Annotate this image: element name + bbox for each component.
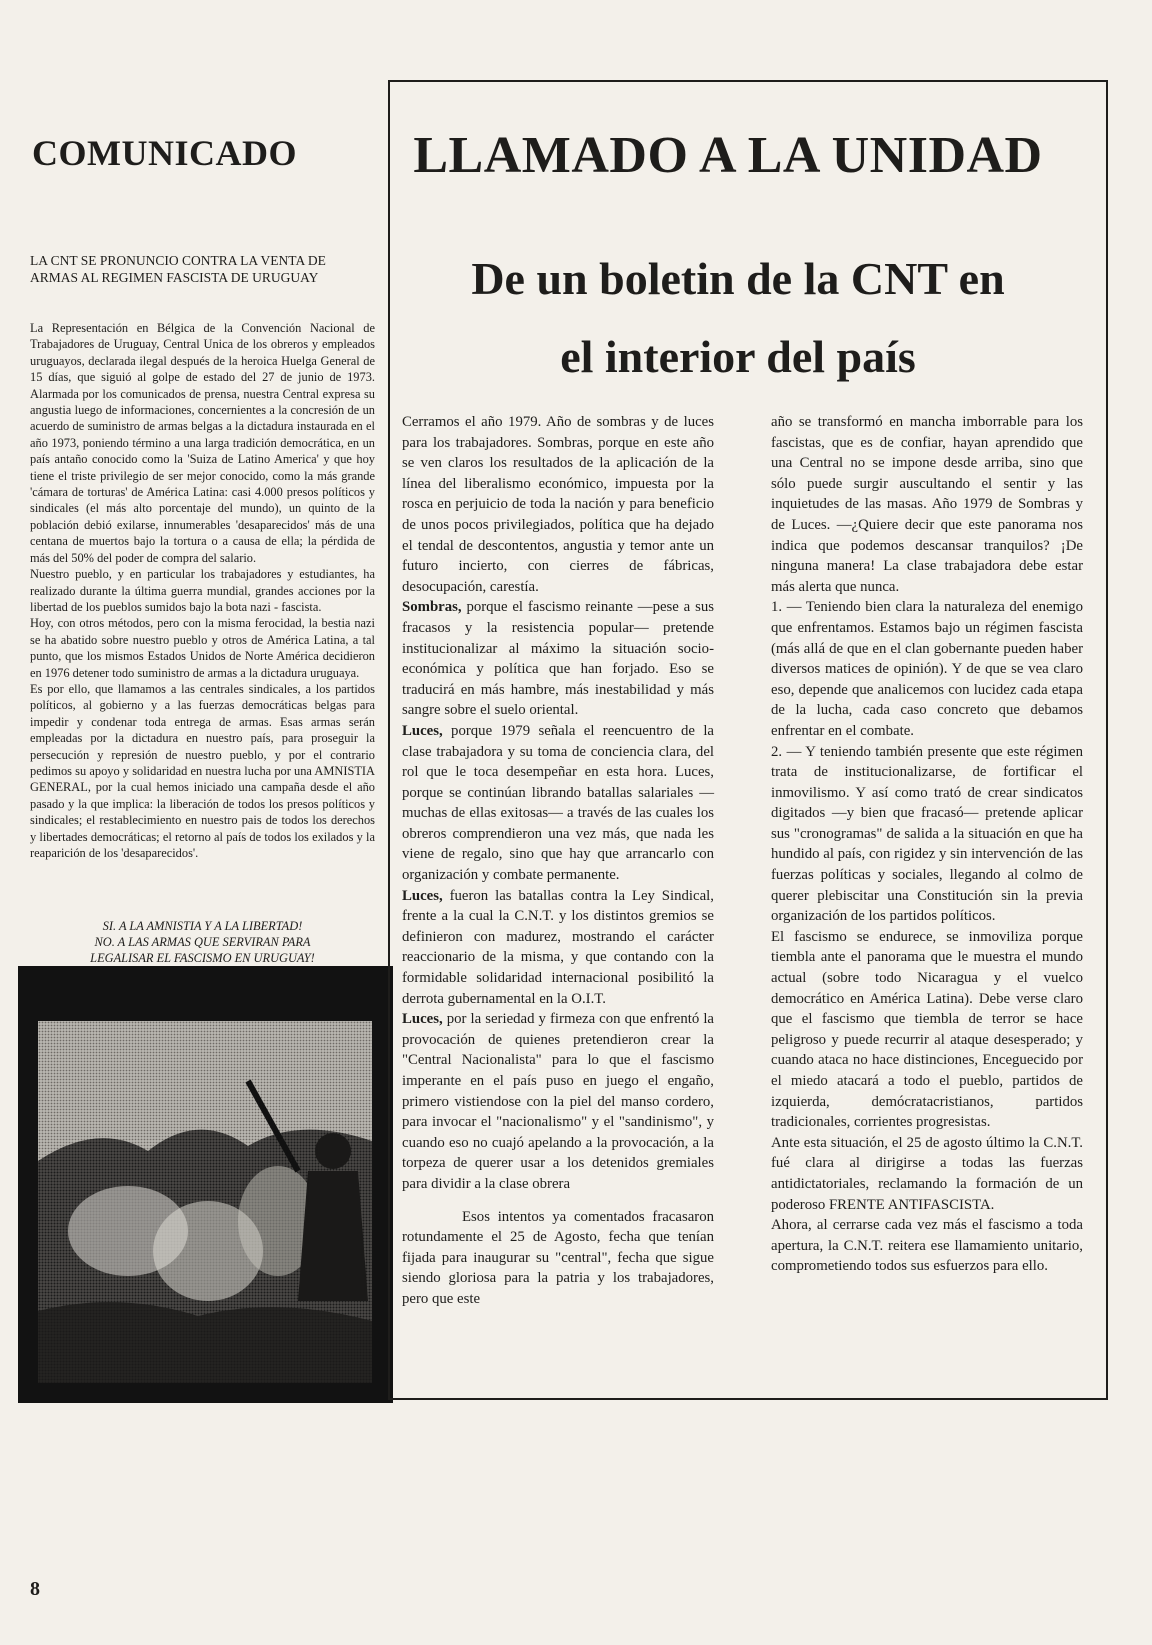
column-paragraph: Cerramos el año 1979. Año de sombras y de luces para los trabajadores. Sombras, porque en este año se ven claros los resultados de la aplicación de la línea del liberalismo económico, impuesta por la rosca en perjuicio de toda la nación y para beneficio de unos pocos privilegiados, política que ha dejado el tendal de descontentos, angustia y temor ante un futuro incierto, con cierres de fábricas, desocupación, carestía. xyxy=(402,414,714,595)
slogan-line: LEGALISAR EL FASCISMO EN URUGUAY! xyxy=(90,951,315,965)
column-paragraph: Ante esta situación, el 25 de agosto último la C.N.T. fué clara al dirigirse a todas las fuerzas antidictatoriales, reclamando la formación de un poderoso FRENTE ANTIFASCISTA. xyxy=(771,1134,1083,1213)
page-number: 8 xyxy=(30,1578,40,1600)
left-paragraph: Es por ello, que llamamos a las centrales sindicales, a los partidos políticos, al gobierno y a las fuerzas democráticas belgas para impedir y condenar toda entrega de armas. Esas armas serán empleadas por la dictadura en nuestro país, para proseguir la persecución y represión de nuestro pueblo, y por el contrario pedimos su apoyo y solidaridad en nuestra lucha por una AMNISTIA GENERAL, por la cual hemos iniciado una campaña desde el año pasado y la que implica: la liberación de todos los presos políticos y sindicales; el restablecimiento en nuestro pais de todos los derechos y libertades democráticas; el retorno al país de todos los exilados y la reaparición de los 'desaparecidos'. xyxy=(30,681,375,860)
left-article-body xyxy=(30,320,375,861)
column-paragraph: Luces, por la seriedad y firmeza con que enfrentó la provocación de quienes pretendieron crear la "Central Nacionalista" para lo que el fascismo imperante en el país puso en juego el engaño, primero vistiendose con la piel del manso cordero, para invocar el "nacionalismo" y el "sandinismo", y cuando eso no cuajó apelando a la provocación, a la torpeza de querer usar a los detenidos gremiales para dividir a la clase obrera xyxy=(402,1011,714,1192)
left-article-title: COMUNICADO xyxy=(32,133,297,173)
column-paragraph: año se transformó en mancha imborrable para los fascistas, que es de confiar, hayan aprendido que una Central no se impone desde arriba, sino que sólo puede surgir auscultando el sentir y las inquietudes de las masas. Año 1979 de Sombras y de Luces. —¿Quiere decir que este panorama nos indica que podemos descansar tranquilos? ¡De ninguna manera! La clase trabajadora debe estar más alerta que nunca. xyxy=(771,414,1083,595)
column-paragraph: Sombras, porque el fascismo reinante —pese a sus fracasos y la resistencia popular— pretende institucionalizar al máximo la situación socio-económica y política que han forjado. Eso se traducirá en más hambre, más inestabilidad y más sangre sobre el suelo oriental. xyxy=(402,599,714,719)
right-article-column-1 xyxy=(402,412,714,1310)
subtitle-line: el interior del país xyxy=(560,331,916,382)
column-paragraph: 1. — Teniendo bien clara la naturaleza del enemigo que enfrentamos. Estamos bajo un régimen fascista (más allá de que en el clan gobernante pueden haber diversos matices de opinión). Y de que se vea claro eso, depende que analicemos con lucidez cada etapa de la lucha, cada caso concreto que debamos enfrentar en el combate. xyxy=(771,599,1083,739)
left-paragraph: Hoy, con otros métodos, pero con la misma ferocidad, la bestia nazi se ha abatido sobre nuestro pueblo y otros de América Latina, a tal punto, que los mismos Estados Unidos de Norte América decidieron en 1976 detener todo suministro de armas a la dictadura uruguaya. xyxy=(30,616,375,680)
left-paragraph: La Representación en Bélgica de la Convención Nacional de Trabajadores de Uruguay, Central Unica de los obreros y empleados uruguayos, declarada ilegal después de la heroica Huelga General de 15 días, que siguió al golpe de estado del 27 de junio de 1973. Alarmada por los comunicados de prensa, nuestra Central expresa su angustia luego de informaciones, concernientes a la concresión de un acuerdo de suministro de armas belgas a la dictadura instaurada en el año 1973, poniendo término a una larga tradición democrática, en un país antaño conocido como la 'Suiza de Latino America' y que hoy tiene el triste privilegio de ser mejor conocido, como la más grande 'cámara de torturas' de América Latina: casi 4.000 presos políticos y sindicales (el más alto porcentaje del mundo), un quinto de la población debió exilarse, innumerables 'desaparecidos' más de una centana de muertos bajo la tortura o a causa de ella; la pérdida de más del 50% del poder de compra del salario. xyxy=(30,321,375,565)
column-paragraph: Luces, porque 1979 señala el reencuentro de la clase trabajadora y su toma de conciencia clara, del rol que le toca desempeñar en esta hora. Luces, porque se continúan librando batallas salariales —muchas de ellas exitosas— a través de las cuales los obreros comprendieron una vez más, que nada les viene de regalo, sino que hay que arrancarlo con organización y combate permanente. xyxy=(402,722,714,884)
right-article-title: LLAMADO A LA UNIDAD xyxy=(413,127,1043,184)
left-paragraph: Nuestro pueblo, y en particular los trabajadores y estudiantes, ha realizado durante la última guerra mundial, grandes acciones por la libertad de los pueblos sumidos bajo la bota nazi - fascista. xyxy=(30,567,375,614)
left-article-slogan xyxy=(30,918,375,966)
protest-photo xyxy=(38,1021,372,1383)
column-paragraph: Ahora, al cerrarse cada vez más el fascismo a toda apertura, la C.N.T. reitera ese llamamiento unitario, comprometiendo todos sus esfuerzos para ello. xyxy=(771,1217,1083,1275)
column-paragraph: Esos intentos ya comentados fracasaron rotundamente el 25 de Agosto, fecha que tenían fijada para inaugurar su "central", fecha que sigue siendo gloriosa para la patria y los trabajadores, pero que este xyxy=(402,1208,714,1307)
right-article-column-2 xyxy=(771,412,1083,1277)
slogan-line: NO. A LAS ARMAS QUE SERVIRAN PARA xyxy=(94,935,311,949)
subtitle-line: De un boletin de la CNT en xyxy=(471,253,1005,304)
slogan-line: SI. A LA AMNISTIA Y A LA LIBERTAD! xyxy=(102,919,303,933)
left-article-subtitle: LA CNT SE PRONUNCIO CONTRA LA VENTA DE ARMAS AL REGIMEN FASCISTA DE URUGUAY xyxy=(30,253,326,285)
column-paragraph: El fascismo se endurece, se inmoviliza porque tiembla ante el panorama que le muestra el mundo actual (sobre todo Nicaragua y el vuelco democrático en América Latina). Debe verse claro que el fascismo que tiembla de terror se hace peligroso y puede recurrir al ataque desesperado; y cuando ataca no hace distinciones, Enceguecido por el miedo atacará a todo el pueblo, partidos de izquierda, demócratacristianos, partidos tradicionales, corrientes progresistas. xyxy=(771,928,1083,1131)
right-article-subtitle xyxy=(388,240,1088,396)
column-paragraph: 2. — Y teniendo también presente que este régimen trata de institucionalizarse, de fortificar el inmovilismo. Y así como trató de crear sindicatos digitados —y bien que fracasó— pretende aplicar sus "cronogramas" de salida a la situación en que ha hundido al país, con rigidez y sin intervención de las fuerzas políticas y sociales, llegando al colmo de querer plebiscitar una Constitución sin la previa organización de los partidos políticos. xyxy=(771,743,1083,925)
column-paragraph: Luces, fueron las batallas contra la Ley Sindical, frente a la cual la C.N.T. y los distintos gremios se definieron con madurez, mostrando el carácter reaccionario de la misma, y que contando con la formidable solidaridad internacional posibilitó la derrota gubernamental en la O.I.T. xyxy=(402,887,714,1007)
